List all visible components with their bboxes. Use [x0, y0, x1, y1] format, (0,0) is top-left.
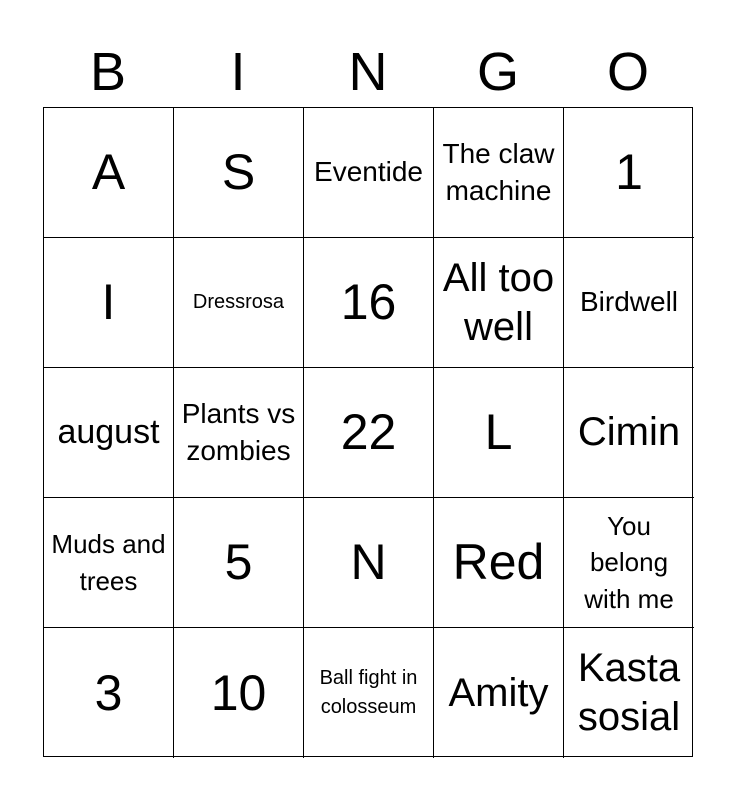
bingo-cell[interactable] — [564, 498, 694, 628]
bingo-cell[interactable] — [304, 498, 434, 628]
cell-label: S — [221, 144, 256, 200]
bingo-cell[interactable] — [44, 108, 174, 238]
cell-label: I — [101, 274, 116, 330]
bingo-cell[interactable] — [564, 238, 694, 368]
cell-label: Amity — [448, 670, 549, 715]
bingo-cell[interactable] — [44, 628, 174, 758]
bingo-cell[interactable] — [44, 238, 174, 368]
header-letter-i: I — [230, 42, 246, 102]
cell-label: 16 — [340, 274, 397, 330]
bingo-cell[interactable] — [174, 368, 304, 498]
cell-label: Dressrosa — [192, 291, 285, 313]
cell-label: Cimin — [577, 410, 681, 455]
cell-label: august — [57, 413, 160, 452]
bingo-header — [43, 38, 693, 106]
bingo-cell[interactable] — [304, 108, 434, 238]
bingo-cell[interactable] — [434, 368, 564, 498]
bingo-cell[interactable] — [174, 498, 304, 628]
cell-label: Birdwell — [579, 286, 679, 318]
cell-label: Plants vs zombies — [181, 398, 296, 466]
bingo-cell[interactable] — [44, 498, 174, 628]
bingo-cell[interactable] — [434, 628, 564, 758]
bingo-cell[interactable] — [564, 108, 694, 238]
header-letter-n: N — [348, 42, 388, 102]
bingo-cell[interactable] — [44, 368, 174, 498]
cell-label: 3 — [94, 664, 123, 721]
bingo-cell[interactable] — [174, 628, 304, 758]
bingo-cell[interactable] — [434, 498, 564, 628]
cell-label: 5 — [224, 534, 253, 590]
bingo-cell[interactable] — [304, 238, 434, 368]
cell-label: A — [91, 144, 126, 200]
cell-label: 10 — [210, 664, 267, 721]
cell-label: Red — [452, 534, 545, 590]
cell-label: You belong with me — [584, 510, 674, 614]
bingo-board — [43, 107, 693, 757]
cell-label: Ball fight in colosseum — [319, 667, 418, 718]
bingo-cell[interactable] — [174, 108, 304, 238]
cell-label: L — [484, 404, 513, 460]
bingo-cell[interactable] — [174, 238, 304, 368]
bingo-cell[interactable] — [304, 628, 434, 758]
bingo-cell[interactable] — [434, 108, 564, 238]
header-letter-b: B — [89, 42, 127, 102]
bingo-cell[interactable] — [434, 238, 564, 368]
bingo-cell[interactable] — [564, 368, 694, 498]
cell-label: 1 — [615, 144, 643, 200]
cell-label: Kasta sosial — [577, 646, 681, 739]
cell-label: N — [350, 534, 387, 590]
cell-label: Eventide — [314, 156, 423, 188]
bingo-cell[interactable] — [564, 628, 694, 758]
cell-label: The claw machine — [442, 138, 555, 206]
cell-label: Muds and trees — [51, 529, 166, 596]
cell-label: All too well — [442, 255, 555, 349]
header-letter-g: G — [476, 42, 519, 102]
header-letter-o: O — [606, 42, 649, 102]
bingo-cell[interactable] — [304, 368, 434, 498]
cell-label: 22 — [340, 404, 397, 460]
